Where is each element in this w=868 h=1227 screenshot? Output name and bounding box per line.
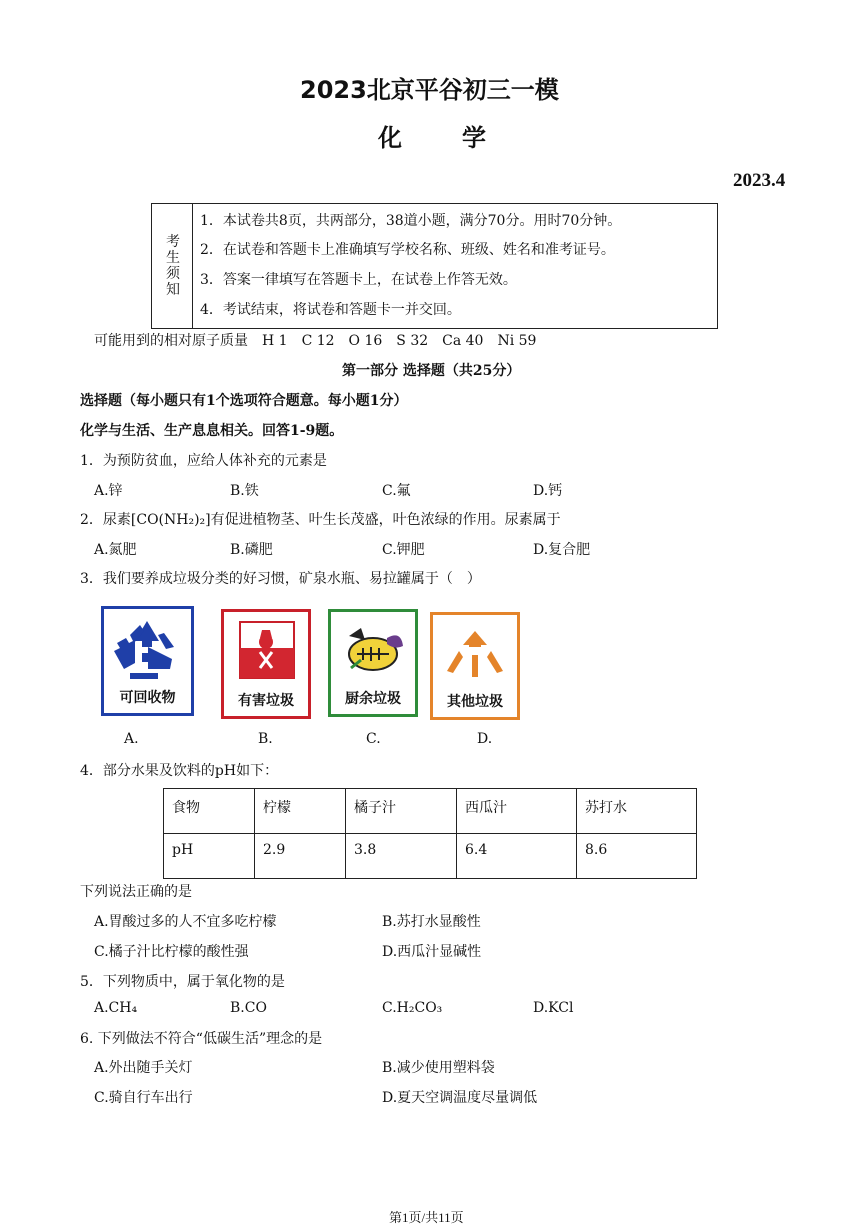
ph-table-cell: 2.9 bbox=[255, 834, 346, 879]
q5-option-d: D.KCl bbox=[533, 1000, 574, 1016]
q5-option-b: B.CO bbox=[230, 1000, 267, 1016]
q3-option-d: D. bbox=[477, 731, 493, 747]
bin-other-label: 其他垃圾 bbox=[447, 694, 503, 710]
notice-item-4: 4．考试结束，将试卷和答题卡一并交回。 bbox=[200, 302, 461, 318]
q2-option-b: B.磷肥 bbox=[230, 542, 273, 558]
q1-option-d: D.钙 bbox=[533, 483, 563, 499]
q6-option-b: B.减少使用塑料袋 bbox=[382, 1060, 495, 1076]
bin-recyclable-label: 可回收物 bbox=[119, 690, 176, 706]
bin-hazardous bbox=[221, 609, 311, 719]
ph-table-cell: 橘子汁 bbox=[346, 789, 457, 834]
recycle-icon bbox=[104, 613, 191, 683]
ph-table-header-row bbox=[164, 789, 697, 834]
ph-table bbox=[163, 788, 697, 879]
q5-option-a: A.CH₄ bbox=[94, 1000, 138, 1016]
q2-option-c: C.钾肥 bbox=[382, 542, 425, 558]
ph-table-cell: 6.4 bbox=[457, 834, 577, 879]
q4-option-b: B.苏打水显酸性 bbox=[382, 914, 481, 930]
q6-option-c: C.骑自行车出行 bbox=[94, 1090, 193, 1106]
q6-stem: 6. 下列做法不符合“低碳生活”理念的是 bbox=[80, 1031, 323, 1047]
ph-table-cell: pH bbox=[164, 834, 255, 879]
q5-stem: 5．下列物质中，属于氧化物的是 bbox=[80, 974, 285, 990]
atomic-mass-line: 可能用到的相对原子质量 H 1 C 12 O 16 S 32 Ca 40 Ni 59 bbox=[94, 333, 537, 349]
q1-stem: 1．为预防贫血，应给人体补充的元素是 bbox=[80, 453, 327, 469]
bin-recyclable bbox=[101, 606, 194, 716]
ph-table-cell: 柠檬 bbox=[255, 789, 346, 834]
ph-table-cell: 8.6 bbox=[577, 834, 697, 879]
q4-prompt: 下列说法正确的是 bbox=[80, 884, 192, 900]
q1-option-a: A.锌 bbox=[94, 483, 123, 499]
ph-table-row bbox=[164, 834, 697, 879]
notice-item-3: 3．答案一律填写在答题卡上，在试卷上作答无效。 bbox=[200, 272, 517, 288]
q4-option-c: C.橘子汁比柠檬的酸性强 bbox=[94, 944, 249, 960]
q5-option-c: C.H₂CO₃ bbox=[382, 1000, 443, 1016]
subject-char-2: 学 bbox=[462, 124, 490, 152]
q4-option-a: A.胃酸过多的人不宜多吃柠檬 bbox=[94, 914, 277, 930]
subject-char-1: 化 bbox=[378, 124, 406, 152]
q3-option-b: B. bbox=[258, 731, 273, 747]
q3-option-a: A. bbox=[124, 731, 139, 747]
ph-table-cell: 苏打水 bbox=[577, 789, 697, 834]
fish-bone-icon bbox=[331, 616, 415, 684]
q2-option-a: A.氮肥 bbox=[94, 542, 137, 558]
q6-option-a: A.外出随手关灯 bbox=[94, 1060, 193, 1076]
notice-item-1: 1．本试卷共8页，共两部分，38道小题，满分70分。用时70分钟。 bbox=[200, 213, 622, 229]
instruction-1: 选择题（每小题只有1个选项符合题意。每小题1分） bbox=[80, 393, 408, 409]
subject-title bbox=[378, 118, 490, 153]
bin-kitchen-label: 厨余垃圾 bbox=[345, 691, 401, 707]
part1-title: 第一部分 选择题（共25分） bbox=[342, 363, 521, 379]
notice-box bbox=[151, 203, 718, 329]
bin-hazardous-label: 有害垃圾 bbox=[238, 693, 294, 709]
ph-table-cell: 西瓜汁 bbox=[457, 789, 577, 834]
exam-title: 2023北京平谷初三一模 bbox=[300, 76, 559, 104]
q6-option-d: D.夏天空调温度尽量调低 bbox=[382, 1090, 538, 1106]
bin-other bbox=[430, 612, 520, 720]
bin-kitchen bbox=[328, 609, 418, 717]
q1-option-b: B.铁 bbox=[230, 483, 259, 499]
ph-table-cell: 食物 bbox=[164, 789, 255, 834]
q2-stem: 2．尿素[CO(NH₂)₂]有促进植物茎、叶生长茂盛，叶色浓绿的作用。尿素属于 bbox=[80, 512, 561, 528]
q1-option-c: C.氟 bbox=[382, 483, 411, 499]
q4-option-d: D.西瓜汁显碱性 bbox=[382, 944, 482, 960]
arrow-tree-icon bbox=[433, 623, 517, 691]
notice-item-2: 2．在试卷和答题卡上准确填写学校名称、班级、姓名和准考证号。 bbox=[200, 242, 615, 258]
notice-side-label: 考生须知 bbox=[152, 204, 193, 328]
ph-table-cell: 3.8 bbox=[346, 834, 457, 879]
instruction-2: 化学与生活、生产息息相关。回答1-9题。 bbox=[80, 423, 344, 439]
q2-option-d: D.复合肥 bbox=[533, 542, 591, 558]
q3-option-c: C. bbox=[366, 731, 381, 747]
q4-stem: 4．部分水果及饮料的pH如下： bbox=[80, 763, 279, 779]
battery-icon bbox=[224, 618, 308, 686]
page-footer: 第1页/共11页 bbox=[389, 1210, 464, 1225]
q3-stem: 3．我们要养成垃圾分类的好习惯，矿泉水瓶、易拉罐属于（ ） bbox=[80, 571, 481, 587]
exam-date: 2023.4 bbox=[733, 170, 786, 191]
